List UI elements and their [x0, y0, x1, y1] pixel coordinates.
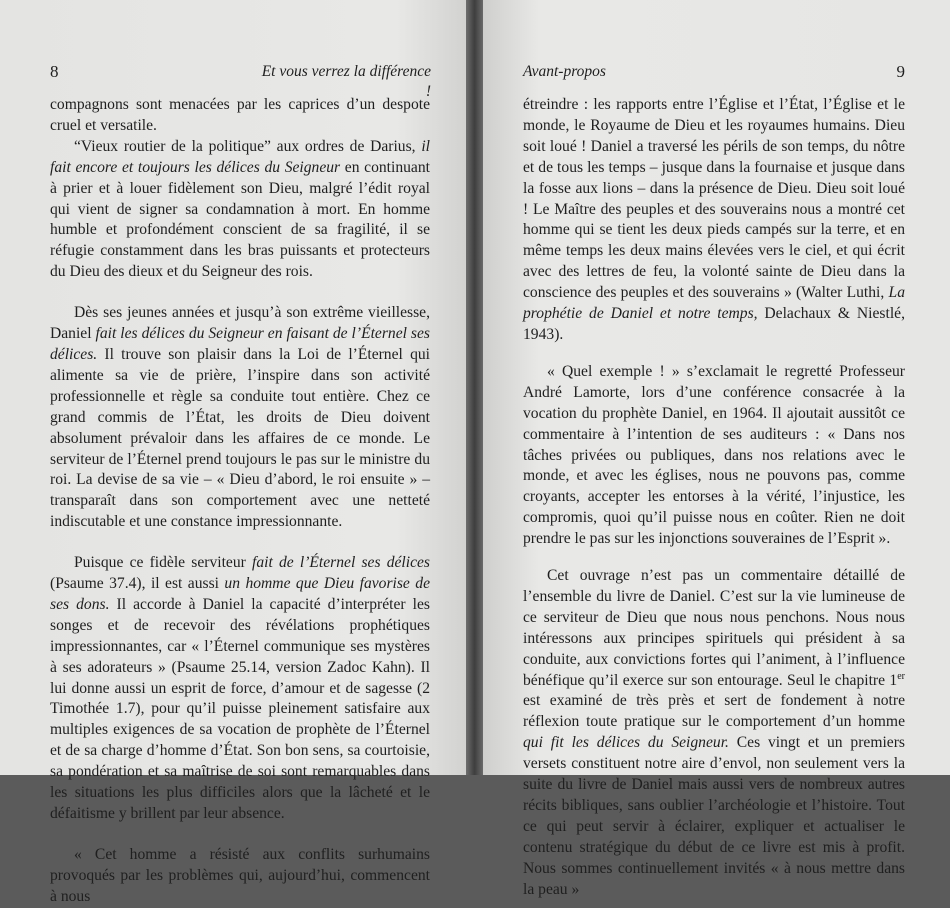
book-gutter: [466, 0, 483, 775]
text-run: « Quel exemple ! » s’exclamait le regretté Professeur André Lamorte, lors d’une conférence consacrée à la vocation du prophète Daniel, en 1964. Il ajoutait aussitôt ce commentaire à l’intention de ses auditeurs : « Dans nos tâches privées ou publiques, dans nos relations avec le monde, et avec les églises, nous ne pouvons pas, comme croyants, accepter les entorses à la vérité, l’injustice, les compromis, quoi qu’il puisse nous en coûter. Rien ne doit prendre le pas sur les injonctions souveraines de l’Esprit ».: [523, 362, 905, 548]
text-run: Dès ses jeunes années et jusqu’à son extrême vieillesse, Daniel: [50, 304, 430, 343]
paragraph: [50, 553, 430, 825]
text-run: Il accorde à Daniel la capacité d’interpréter les songes et de recevoir des révélations prophétiques impressionnantes, car « l’Éternel communique ses mystères à ses adorateurs » (Psaume 25.14, version Zadoc Kahn). Il lui donne aussi un esprit de force, d’amour et de sagesse (2 Timothée 1.7), pour qu’il puisse pleinement satisfaire aux multiples exigences de sa vocation de prophète de l’Éternel et de sa charge d’homme d’État. Son bon sens, sa courtoisie, sa pondération et sa maîtrise de soi sont remarquables dans les situations les plus difficiles alors que la lâcheté et le défaitisme y brillent par leur absence.: [50, 595, 430, 822]
text-run: Il trouve son plaisir dans la Loi de l’Éternel qui alimente sa vie de prière, l’inspire dans son activité professionnelle et règle sa conduite tout entière. Chez ce grand commis de l’État, les droits de Dieu doivent absolument prévaloir dans les affaires de ce monde. Le serviteur de l’Éternel prend toujours le pas sur le ministre du roi. La devise de sa vie – « Dieu d’abord, le roi ensuite » – transparaît dans son comportement avec une netteté indiscutable et une constance impressionnante.: [50, 345, 430, 531]
text-run: « Cet homme a résisté aux conflits surhumains provoqués par les problèmes qui, aujourd’hui, commencent à nous: [50, 845, 430, 905]
italic-text: il fait encore et toujours les délices du Seigneur: [50, 137, 430, 176]
italic-text: fait de l’Éternel ses délices: [252, 554, 430, 572]
paragraph: [523, 362, 905, 550]
text-run: étreindre : les rapports entre l’Église et l’État, l’Église et le monde, le Royaume de Dieu et les royaumes humains. Dieu soit loué ! Daniel a traversé les périls de son temps, du nôtre et de tous les temps – jusque dans la fournaise et jusque dans la fosse aux lions – dans la présence de Dieu. Dieu soit loué ! Le Maître des peuples et des souverains nous a montré cet homme qui se tient les deux pieds campés sur la terre, et en même temps les deux mains élevées vers le ciel, et qui écrit avec des lettres de feu, la volonté sainte de Dieu dans la conscience des peuples et des souverains » (Walter Luthi,: [523, 96, 905, 302]
italic-text: fait les délices du Seigneur en faisant de l’Éternel ses délices.: [50, 325, 430, 363]
text-run: Delachaux & Niestlé, 1943).: [523, 305, 905, 343]
italic-text: La prophétie de Daniel et notre temps,: [523, 284, 905, 323]
paragraph: [523, 95, 905, 346]
body-text: [523, 95, 905, 901]
page-number: 9: [896, 62, 905, 81]
text-run: Puisque ce fidèle serviteur: [74, 554, 252, 572]
text-run: Ces vingt et un premiers versets constituent notre aire d’envol, non seulement vers la suite du livre de Daniel mais aussi vers de nombreux autres récits bibliques, sans oublier l’archéologie et l’histoire. Tout ce qui peut servir à éclairer, expliquer et actualiser le contenu stratégique du début de ce livre est mis à profit. Nous sommes continuellement invités « à nous mettre dans la peau »: [523, 734, 905, 898]
paragraph: [50, 95, 430, 137]
running-head: Avant-propos: [523, 63, 606, 80]
left-page: [0, 0, 466, 905]
italic-text: qui fit les délices du Seigneur.: [523, 734, 729, 752]
right-page: [483, 0, 950, 898]
paragraph: [50, 137, 430, 283]
paragraph: [50, 845, 430, 908]
running-head: Et vous verrez la différence !: [261, 63, 431, 100]
paragraph: [50, 303, 430, 533]
text-run: en continuant à prier et à louer fidèlement son Dieu, malgré l’édit royal qui vient de signer sa condamnation à mort. En homme humble et profondément conscient de sa fragilité, il se réfugie constamment dans les bras puissants et protecteurs du Dieu des dieux et du Seigneur des rois.: [50, 158, 430, 281]
page-number: 8: [50, 62, 59, 81]
paragraph: [523, 566, 905, 901]
text-run: est examiné de très près et sert de fondement à notre réflexion toute pratique sur le comportement d’un homme: [523, 692, 905, 731]
body-text: [50, 95, 430, 908]
italic-text: un homme que Dieu favorise de ses dons.: [50, 575, 430, 613]
text-run: “Vieux routier de la politique” aux ordres de Darius,: [74, 137, 422, 155]
superscript: er: [897, 670, 905, 682]
text-run: (Psaume 37.4), il est aussi: [50, 575, 225, 593]
text-run: Cet ouvrage n’est pas un commentaire détaillé de l’ensemble du livre de Daniel. C’est sur la vie lumineuse de ce serviteur de Dieu que nous nous penchons. Nous nous intéressons aux principes spirituels qui président à sa conduite, aux convictions fortes qui l’animent, à l’influence bénéfique qu’il exerce sur son entourage. Seul le chapitre 1: [523, 567, 905, 689]
text-run: compagnons sont menacées par les caprices d’un despote cruel et versatile.: [50, 96, 430, 134]
